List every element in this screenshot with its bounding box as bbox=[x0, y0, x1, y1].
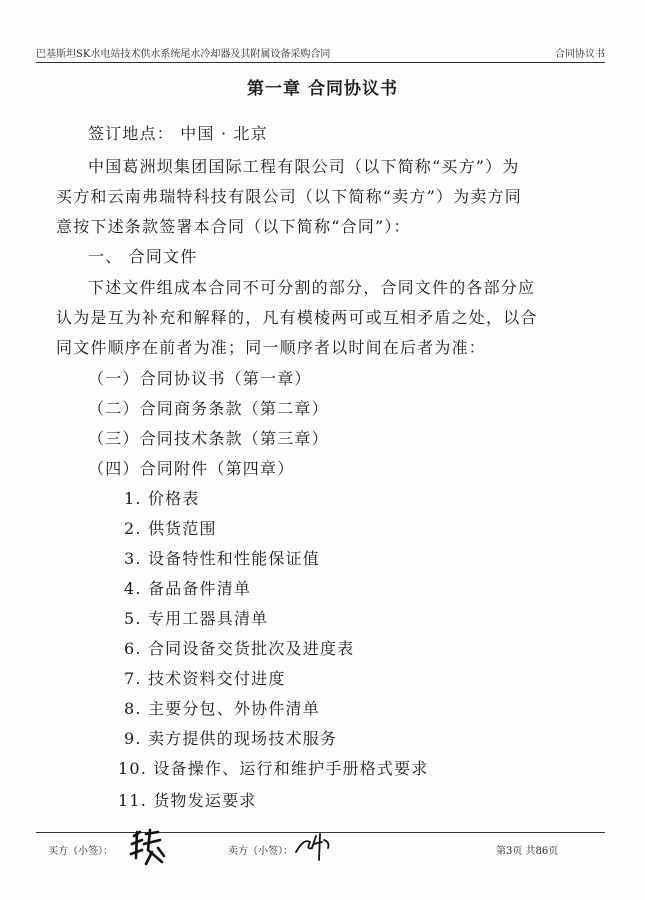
doc-list-item: （四）合同附件（第四章） bbox=[88, 459, 295, 478]
intro-line-3: 意按下述条款签署本合同（以下简称“合同”）： bbox=[56, 217, 411, 236]
section-heading: 一、 合同文件 bbox=[88, 247, 198, 266]
buyer-signature bbox=[128, 826, 168, 868]
doc-list-item: （三）合同技术条款（第三章） bbox=[88, 429, 329, 448]
signing-place: 签订地点： 中国 · 北京 bbox=[88, 124, 268, 143]
header-section-name: 合同协议书 bbox=[555, 49, 605, 60]
annex-item: 9. 卖方提供的现场技术服务 bbox=[124, 729, 338, 748]
annex-item: 4. 备品备件清单 bbox=[124, 579, 252, 598]
annex-item: 5. 专用工器具清单 bbox=[124, 609, 269, 628]
header-divider bbox=[36, 62, 605, 63]
desc-line-3: 同文件顺序在前者为准；同一顺序者以时间在后者为准： bbox=[56, 338, 487, 357]
seller-signature bbox=[292, 830, 334, 864]
header-contract-name: 巴基斯坦SK水电站技术供水系统尾水冷却器及其附属设备采购合同 bbox=[36, 49, 331, 60]
desc-line-2: 认为是互为补充和解释的，凡有模棱两可或互相矛盾之处，以合 bbox=[56, 308, 538, 327]
annex-item: 6. 合同设备交货批次及进度表 bbox=[124, 639, 355, 658]
annex-item: 1. 价格表 bbox=[124, 489, 200, 508]
annex-item: 8. 主要分包、外协件清单 bbox=[124, 699, 320, 718]
annex-item: 2. 供货范围 bbox=[124, 519, 217, 538]
page-header bbox=[36, 45, 605, 60]
chapter-title: 第一章 合同协议书 bbox=[247, 79, 398, 99]
annex-item: 10. 设备操作、运行和维护手册格式要求 bbox=[118, 759, 429, 778]
intro-line-2: 买方和云南弗瑞特科技有限公司（以下简称“卖方”）为卖方同 bbox=[56, 187, 522, 206]
buyer-initial-label: 买方（小签）： bbox=[48, 846, 113, 857]
page-number: 第3页 共86页 bbox=[496, 846, 559, 857]
doc-list-item: （一）合同协议书（第一章） bbox=[88, 369, 312, 388]
doc-list-item: （二）合同商务条款（第二章） bbox=[88, 399, 329, 418]
annex-item: 11. 货物发运要求 bbox=[118, 791, 257, 810]
desc-line-1: 下述文件组成本合同不可分割的部分，合同文件的各部分应 bbox=[88, 278, 536, 297]
annex-item: 3. 设备特性和性能保证值 bbox=[124, 549, 320, 568]
intro-line-1: 中国葛洲坝集团国际工程有限公司（以下简称“买方”）为 bbox=[88, 157, 520, 176]
seller-initial-label: 卖方（小签）： bbox=[228, 846, 293, 857]
annex-item: 7. 技术资料交付进度 bbox=[124, 669, 286, 688]
